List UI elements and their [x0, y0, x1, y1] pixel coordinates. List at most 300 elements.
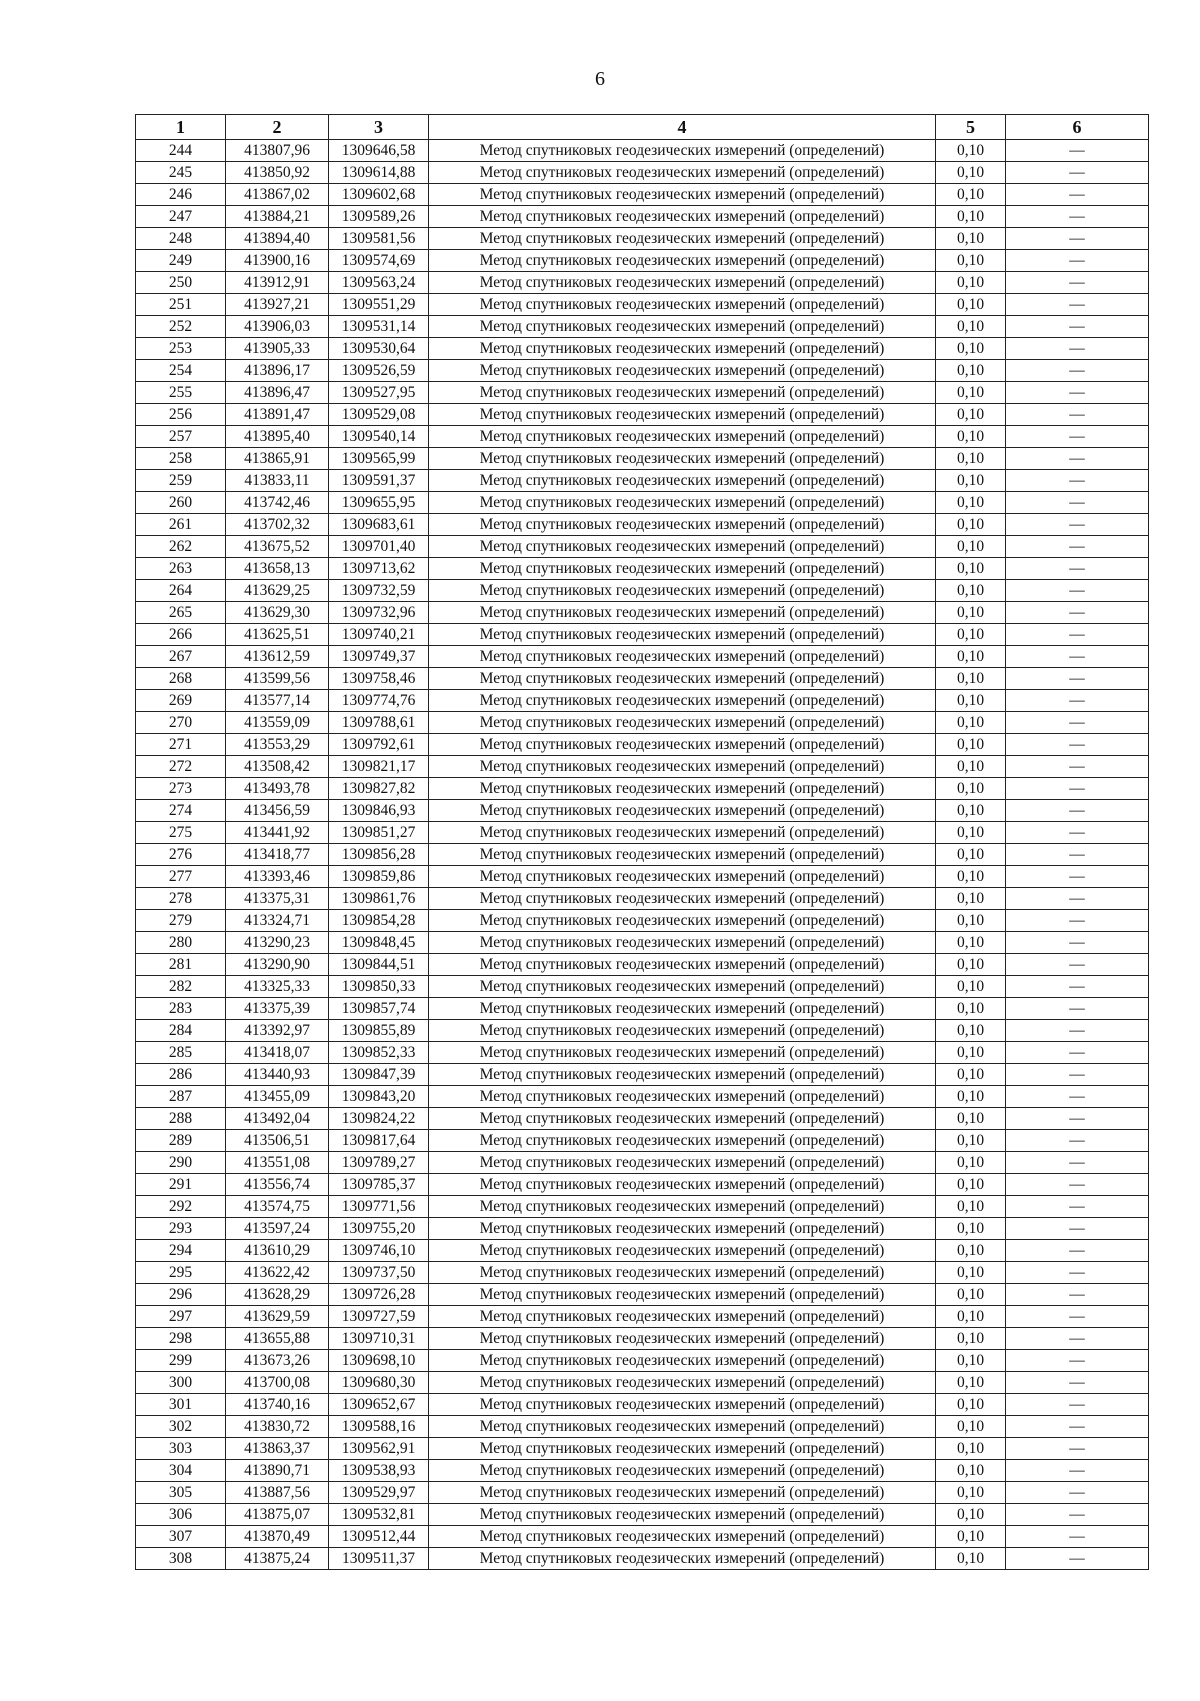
accuracy-cell: 0,10	[936, 1504, 1006, 1526]
note-cell: —	[1006, 1394, 1149, 1416]
table-row	[136, 1064, 1149, 1086]
y-coordinate-cell: 1309817,64	[329, 1130, 429, 1152]
x-coordinate-cell: 413890,71	[226, 1460, 329, 1482]
table-row	[136, 998, 1149, 1020]
x-coordinate-cell: 413375,39	[226, 998, 329, 1020]
accuracy-cell: 0,10	[936, 228, 1006, 250]
y-coordinate-cell: 1309846,93	[329, 800, 429, 822]
note-cell: —	[1006, 1086, 1149, 1108]
point-number-cell: 289	[136, 1130, 226, 1152]
point-number-cell: 280	[136, 932, 226, 954]
table-row	[136, 624, 1149, 646]
accuracy-cell: 0,10	[936, 1174, 1006, 1196]
y-coordinate-cell: 1309758,46	[329, 668, 429, 690]
y-coordinate-cell: 1309774,76	[329, 690, 429, 712]
column-header: 3	[329, 115, 429, 140]
table-row	[136, 1482, 1149, 1504]
point-number-cell: 294	[136, 1240, 226, 1262]
y-coordinate-cell: 1309562,91	[329, 1438, 429, 1460]
accuracy-cell: 0,10	[936, 536, 1006, 558]
method-cell: Метод спутниковых геодезических измерений (определений)	[429, 844, 936, 866]
x-coordinate-cell: 413456,59	[226, 800, 329, 822]
y-coordinate-cell: 1309843,20	[329, 1086, 429, 1108]
note-cell: —	[1006, 426, 1149, 448]
note-cell: —	[1006, 536, 1149, 558]
note-cell: —	[1006, 822, 1149, 844]
point-number-cell: 286	[136, 1064, 226, 1086]
point-number-cell: 249	[136, 250, 226, 272]
x-coordinate-cell: 413833,11	[226, 470, 329, 492]
accuracy-cell: 0,10	[936, 1328, 1006, 1350]
note-cell: —	[1006, 866, 1149, 888]
method-cell: Метод спутниковых геодезических измерений (определений)	[429, 382, 936, 404]
table-row	[136, 1394, 1149, 1416]
y-coordinate-cell: 1309551,29	[329, 294, 429, 316]
method-cell: Метод спутниковых геодезических измерений (определений)	[429, 800, 936, 822]
table-row	[136, 1416, 1149, 1438]
table-row	[136, 1328, 1149, 1350]
x-coordinate-cell: 413927,21	[226, 294, 329, 316]
x-coordinate-cell: 413896,17	[226, 360, 329, 382]
point-number-cell: 285	[136, 1042, 226, 1064]
y-coordinate-cell: 1309827,82	[329, 778, 429, 800]
x-coordinate-cell: 413325,33	[226, 976, 329, 998]
point-number-cell: 267	[136, 646, 226, 668]
table-row	[136, 1438, 1149, 1460]
y-coordinate-cell: 1309538,93	[329, 1460, 429, 1482]
note-cell: —	[1006, 1218, 1149, 1240]
point-number-cell: 277	[136, 866, 226, 888]
note-cell: —	[1006, 778, 1149, 800]
note-cell: —	[1006, 690, 1149, 712]
y-coordinate-cell: 1309565,99	[329, 448, 429, 470]
method-cell: Метод спутниковых геодезических измерений (определений)	[429, 448, 936, 470]
accuracy-cell: 0,10	[936, 470, 1006, 492]
y-coordinate-cell: 1309792,61	[329, 734, 429, 756]
x-coordinate-cell: 413612,59	[226, 646, 329, 668]
note-cell: —	[1006, 382, 1149, 404]
point-number-cell: 272	[136, 756, 226, 778]
accuracy-cell: 0,10	[936, 1416, 1006, 1438]
note-cell: —	[1006, 1460, 1149, 1482]
y-coordinate-cell: 1309527,95	[329, 382, 429, 404]
y-coordinate-cell: 1309785,37	[329, 1174, 429, 1196]
table-row	[136, 1196, 1149, 1218]
table-row	[136, 404, 1149, 426]
table-row	[136, 1526, 1149, 1548]
note-cell: —	[1006, 448, 1149, 470]
x-coordinate-cell: 413865,91	[226, 448, 329, 470]
table-row	[136, 844, 1149, 866]
x-coordinate-cell: 413290,23	[226, 932, 329, 954]
method-cell: Метод спутниковых геодезических измерений (определений)	[429, 712, 936, 734]
x-coordinate-cell: 413629,25	[226, 580, 329, 602]
x-coordinate-cell: 413906,03	[226, 316, 329, 338]
point-number-cell: 307	[136, 1526, 226, 1548]
y-coordinate-cell: 1309856,28	[329, 844, 429, 866]
point-number-cell: 257	[136, 426, 226, 448]
method-cell: Метод спутниковых геодезических измерений (определений)	[429, 1152, 936, 1174]
accuracy-cell: 0,10	[936, 866, 1006, 888]
accuracy-cell: 0,10	[936, 558, 1006, 580]
x-coordinate-cell: 413508,42	[226, 756, 329, 778]
accuracy-cell: 0,10	[936, 1240, 1006, 1262]
point-number-cell: 290	[136, 1152, 226, 1174]
y-coordinate-cell: 1309852,33	[329, 1042, 429, 1064]
x-coordinate-cell: 413392,97	[226, 1020, 329, 1042]
y-coordinate-cell: 1309531,14	[329, 316, 429, 338]
x-coordinate-cell: 413870,49	[226, 1526, 329, 1548]
point-number-cell: 263	[136, 558, 226, 580]
table-row	[136, 1372, 1149, 1394]
x-coordinate-cell: 413673,26	[226, 1350, 329, 1372]
note-cell: —	[1006, 910, 1149, 932]
x-coordinate-cell: 413556,74	[226, 1174, 329, 1196]
accuracy-cell: 0,10	[936, 294, 1006, 316]
x-coordinate-cell: 413658,13	[226, 558, 329, 580]
y-coordinate-cell: 1309680,30	[329, 1372, 429, 1394]
accuracy-cell: 0,10	[936, 778, 1006, 800]
table-row	[136, 470, 1149, 492]
accuracy-cell: 0,10	[936, 756, 1006, 778]
table-row	[136, 360, 1149, 382]
method-cell: Метод спутниковых геодезических измерений (определений)	[429, 1284, 936, 1306]
point-number-cell: 270	[136, 712, 226, 734]
point-number-cell: 244	[136, 140, 226, 162]
y-coordinate-cell: 1309588,16	[329, 1416, 429, 1438]
x-coordinate-cell: 413290,90	[226, 954, 329, 976]
accuracy-cell: 0,10	[936, 272, 1006, 294]
table-row	[136, 272, 1149, 294]
note-cell: —	[1006, 338, 1149, 360]
note-cell: —	[1006, 844, 1149, 866]
accuracy-cell: 0,10	[936, 316, 1006, 338]
point-number-cell: 288	[136, 1108, 226, 1130]
method-cell: Метод спутниковых геодезических измерений (определений)	[429, 536, 936, 558]
table-row	[136, 338, 1149, 360]
table-row	[136, 954, 1149, 976]
x-coordinate-cell: 413875,24	[226, 1548, 329, 1570]
table-row	[136, 800, 1149, 822]
method-cell: Метод спутниковых геодезических измерений (определений)	[429, 1218, 936, 1240]
x-coordinate-cell: 413610,29	[226, 1240, 329, 1262]
method-cell: Метод спутниковых геодезических измерений (определений)	[429, 1482, 936, 1504]
x-coordinate-cell: 413894,40	[226, 228, 329, 250]
y-coordinate-cell: 1309532,81	[329, 1504, 429, 1526]
point-number-cell: 254	[136, 360, 226, 382]
y-coordinate-cell: 1309755,20	[329, 1218, 429, 1240]
accuracy-cell: 0,10	[936, 250, 1006, 272]
accuracy-cell: 0,10	[936, 976, 1006, 998]
accuracy-cell: 0,10	[936, 1130, 1006, 1152]
x-coordinate-cell: 413867,02	[226, 184, 329, 206]
point-number-cell: 304	[136, 1460, 226, 1482]
point-number-cell: 248	[136, 228, 226, 250]
x-coordinate-cell: 413492,04	[226, 1108, 329, 1130]
y-coordinate-cell: 1309591,37	[329, 470, 429, 492]
note-cell: —	[1006, 1020, 1149, 1042]
x-coordinate-cell: 413891,47	[226, 404, 329, 426]
method-cell: Метод спутниковых геодезических измерений (определений)	[429, 184, 936, 206]
point-number-cell: 295	[136, 1262, 226, 1284]
accuracy-cell: 0,10	[936, 162, 1006, 184]
x-coordinate-cell: 413597,24	[226, 1218, 329, 1240]
accuracy-cell: 0,10	[936, 1482, 1006, 1504]
accuracy-cell: 0,10	[936, 712, 1006, 734]
method-cell: Метод спутниковых геодезических измерений (определений)	[429, 492, 936, 514]
table-row	[136, 1460, 1149, 1482]
point-number-cell: 264	[136, 580, 226, 602]
accuracy-cell: 0,10	[936, 1196, 1006, 1218]
x-coordinate-cell: 413887,56	[226, 1482, 329, 1504]
point-number-cell: 268	[136, 668, 226, 690]
table-row	[136, 1284, 1149, 1306]
table-row	[136, 976, 1149, 998]
point-number-cell: 247	[136, 206, 226, 228]
point-number-cell: 258	[136, 448, 226, 470]
accuracy-cell: 0,10	[936, 1262, 1006, 1284]
method-cell: Метод спутниковых геодезических измерений (определений)	[429, 822, 936, 844]
point-number-cell: 275	[136, 822, 226, 844]
point-number-cell: 282	[136, 976, 226, 998]
point-number-cell: 245	[136, 162, 226, 184]
accuracy-cell: 0,10	[936, 492, 1006, 514]
method-cell: Метод спутниковых геодезических измерений (определений)	[429, 228, 936, 250]
y-coordinate-cell: 1309698,10	[329, 1350, 429, 1372]
note-cell: —	[1006, 998, 1149, 1020]
accuracy-cell: 0,10	[936, 954, 1006, 976]
method-cell: Метод спутниковых геодезических измерений (определений)	[429, 624, 936, 646]
note-cell: —	[1006, 756, 1149, 778]
y-coordinate-cell: 1309655,95	[329, 492, 429, 514]
table-row	[136, 932, 1149, 954]
x-coordinate-cell: 413742,46	[226, 492, 329, 514]
column-header: 4	[429, 115, 936, 140]
note-cell: —	[1006, 1372, 1149, 1394]
point-number-cell: 303	[136, 1438, 226, 1460]
y-coordinate-cell: 1309737,50	[329, 1262, 429, 1284]
method-cell: Метод спутниковых геодезических измерений (определений)	[429, 756, 936, 778]
y-coordinate-cell: 1309746,10	[329, 1240, 429, 1262]
point-number-cell: 297	[136, 1306, 226, 1328]
column-header: 6	[1006, 115, 1149, 140]
table-row	[136, 448, 1149, 470]
method-cell: Метод спутниковых геодезических измерений (определений)	[429, 294, 936, 316]
table-row	[136, 888, 1149, 910]
x-coordinate-cell: 413375,31	[226, 888, 329, 910]
table-row	[136, 1130, 1149, 1152]
table-row	[136, 712, 1149, 734]
x-coordinate-cell: 413863,37	[226, 1438, 329, 1460]
accuracy-cell: 0,10	[936, 734, 1006, 756]
table-row	[136, 250, 1149, 272]
y-coordinate-cell: 1309854,28	[329, 910, 429, 932]
note-cell: —	[1006, 1328, 1149, 1350]
accuracy-cell: 0,10	[936, 646, 1006, 668]
table-row	[136, 1020, 1149, 1042]
point-number-cell: 300	[136, 1372, 226, 1394]
table-header-row	[136, 115, 1149, 140]
y-coordinate-cell: 1309771,56	[329, 1196, 429, 1218]
x-coordinate-cell: 413559,09	[226, 712, 329, 734]
accuracy-cell: 0,10	[936, 998, 1006, 1020]
note-cell: —	[1006, 206, 1149, 228]
y-coordinate-cell: 1309789,27	[329, 1152, 429, 1174]
y-coordinate-cell: 1309526,59	[329, 360, 429, 382]
table-row	[136, 1262, 1149, 1284]
method-cell: Метод спутниковых геодезических измерений (определений)	[429, 140, 936, 162]
accuracy-cell: 0,10	[936, 624, 1006, 646]
accuracy-cell: 0,10	[936, 360, 1006, 382]
y-coordinate-cell: 1309844,51	[329, 954, 429, 976]
x-coordinate-cell: 413830,72	[226, 1416, 329, 1438]
note-cell: —	[1006, 514, 1149, 536]
table-row	[136, 558, 1149, 580]
point-number-cell: 281	[136, 954, 226, 976]
note-cell: —	[1006, 1482, 1149, 1504]
y-coordinate-cell: 1309530,64	[329, 338, 429, 360]
column-header: 2	[226, 115, 329, 140]
page-number: 6	[595, 68, 605, 90]
point-number-cell: 305	[136, 1482, 226, 1504]
method-cell: Метод спутниковых геодезических измерений (определений)	[429, 1372, 936, 1394]
accuracy-cell: 0,10	[936, 382, 1006, 404]
note-cell: —	[1006, 1196, 1149, 1218]
method-cell: Метод спутниковых геодезических измерений (определений)	[429, 558, 936, 580]
note-cell: —	[1006, 734, 1149, 756]
method-cell: Метод спутниковых геодезических измерений (определений)	[429, 272, 936, 294]
note-cell: —	[1006, 184, 1149, 206]
x-coordinate-cell: 413702,32	[226, 514, 329, 536]
point-number-cell: 260	[136, 492, 226, 514]
note-cell: —	[1006, 162, 1149, 184]
x-coordinate-cell: 413900,16	[226, 250, 329, 272]
note-cell: —	[1006, 602, 1149, 624]
point-number-cell: 287	[136, 1086, 226, 1108]
method-cell: Метод спутниковых геодезических измерений (определений)	[429, 1240, 936, 1262]
accuracy-cell: 0,10	[936, 338, 1006, 360]
y-coordinate-cell: 1309574,69	[329, 250, 429, 272]
method-cell: Метод спутниковых геодезических измерений (определений)	[429, 162, 936, 184]
y-coordinate-cell: 1309726,28	[329, 1284, 429, 1306]
note-cell: —	[1006, 1152, 1149, 1174]
column-header: 5	[936, 115, 1006, 140]
note-cell: —	[1006, 1306, 1149, 1328]
method-cell: Метод спутниковых геодезических измерений (определений)	[429, 250, 936, 272]
table-row	[136, 756, 1149, 778]
note-cell: —	[1006, 140, 1149, 162]
accuracy-cell: 0,10	[936, 1020, 1006, 1042]
accuracy-cell: 0,10	[936, 140, 1006, 162]
accuracy-cell: 0,10	[936, 1284, 1006, 1306]
accuracy-cell: 0,10	[936, 910, 1006, 932]
table-row	[136, 910, 1149, 932]
x-coordinate-cell: 413441,92	[226, 822, 329, 844]
accuracy-cell: 0,10	[936, 1042, 1006, 1064]
x-coordinate-cell: 413324,71	[226, 910, 329, 932]
x-coordinate-cell: 413895,40	[226, 426, 329, 448]
note-cell: —	[1006, 1174, 1149, 1196]
accuracy-cell: 0,10	[936, 1372, 1006, 1394]
method-cell: Метод спутниковых геодезических измерений (определений)	[429, 338, 936, 360]
point-number-cell: 256	[136, 404, 226, 426]
method-cell: Метод спутниковых геодезических измерений (определений)	[429, 866, 936, 888]
point-number-cell: 271	[136, 734, 226, 756]
y-coordinate-cell: 1309857,74	[329, 998, 429, 1020]
table-row	[136, 382, 1149, 404]
table-row	[136, 514, 1149, 536]
x-coordinate-cell: 413700,08	[226, 1372, 329, 1394]
x-coordinate-cell: 413577,14	[226, 690, 329, 712]
method-cell: Метод спутниковых геодезических измерений (определений)	[429, 1196, 936, 1218]
y-coordinate-cell: 1309749,37	[329, 646, 429, 668]
point-number-cell: 261	[136, 514, 226, 536]
note-cell: —	[1006, 888, 1149, 910]
x-coordinate-cell: 413551,08	[226, 1152, 329, 1174]
point-number-cell: 262	[136, 536, 226, 558]
point-number-cell: 278	[136, 888, 226, 910]
x-coordinate-cell: 413912,91	[226, 272, 329, 294]
note-cell: —	[1006, 1042, 1149, 1064]
method-cell: Метод спутниковых геодезических измерений (определений)	[429, 426, 936, 448]
accuracy-cell: 0,10	[936, 580, 1006, 602]
table-row	[136, 1548, 1149, 1570]
point-number-cell: 299	[136, 1350, 226, 1372]
method-cell: Метод спутниковых геодезических измерений (определений)	[429, 954, 936, 976]
accuracy-cell: 0,10	[936, 184, 1006, 206]
method-cell: Метод спутниковых геодезических измерений (определений)	[429, 316, 936, 338]
x-coordinate-cell: 413599,56	[226, 668, 329, 690]
note-cell: —	[1006, 1350, 1149, 1372]
table-row	[136, 1152, 1149, 1174]
note-cell: —	[1006, 1284, 1149, 1306]
x-coordinate-cell: 413875,07	[226, 1504, 329, 1526]
table-row	[136, 426, 1149, 448]
method-cell: Метод спутниковых геодезических измерений (определений)	[429, 580, 936, 602]
point-number-cell: 296	[136, 1284, 226, 1306]
x-coordinate-cell: 413655,88	[226, 1328, 329, 1350]
y-coordinate-cell: 1309847,39	[329, 1064, 429, 1086]
point-number-cell: 273	[136, 778, 226, 800]
y-coordinate-cell: 1309851,27	[329, 822, 429, 844]
accuracy-cell: 0,10	[936, 1438, 1006, 1460]
y-coordinate-cell: 1309850,33	[329, 976, 429, 998]
x-coordinate-cell: 413740,16	[226, 1394, 329, 1416]
note-cell: —	[1006, 492, 1149, 514]
point-number-cell: 298	[136, 1328, 226, 1350]
note-cell: —	[1006, 932, 1149, 954]
column-header: 1	[136, 115, 226, 140]
table-row	[136, 316, 1149, 338]
y-coordinate-cell: 1309859,86	[329, 866, 429, 888]
method-cell: Метод спутниковых геодезических измерений (определений)	[429, 1174, 936, 1196]
accuracy-cell: 0,10	[936, 1086, 1006, 1108]
method-cell: Метод спутниковых геодезических измерений (определений)	[429, 1086, 936, 1108]
y-coordinate-cell: 1309848,45	[329, 932, 429, 954]
method-cell: Метод спутниковых геодезических измерений (определений)	[429, 602, 936, 624]
y-coordinate-cell: 1309788,61	[329, 712, 429, 734]
x-coordinate-cell: 413574,75	[226, 1196, 329, 1218]
table-row	[136, 1350, 1149, 1372]
method-cell: Метод спутниковых геодезических измерений (определений)	[429, 514, 936, 536]
accuracy-cell: 0,10	[936, 668, 1006, 690]
y-coordinate-cell: 1309511,37	[329, 1548, 429, 1570]
y-coordinate-cell: 1309683,61	[329, 514, 429, 536]
accuracy-cell: 0,10	[936, 1394, 1006, 1416]
point-number-cell: 252	[136, 316, 226, 338]
table-row	[136, 580, 1149, 602]
note-cell: —	[1006, 580, 1149, 602]
